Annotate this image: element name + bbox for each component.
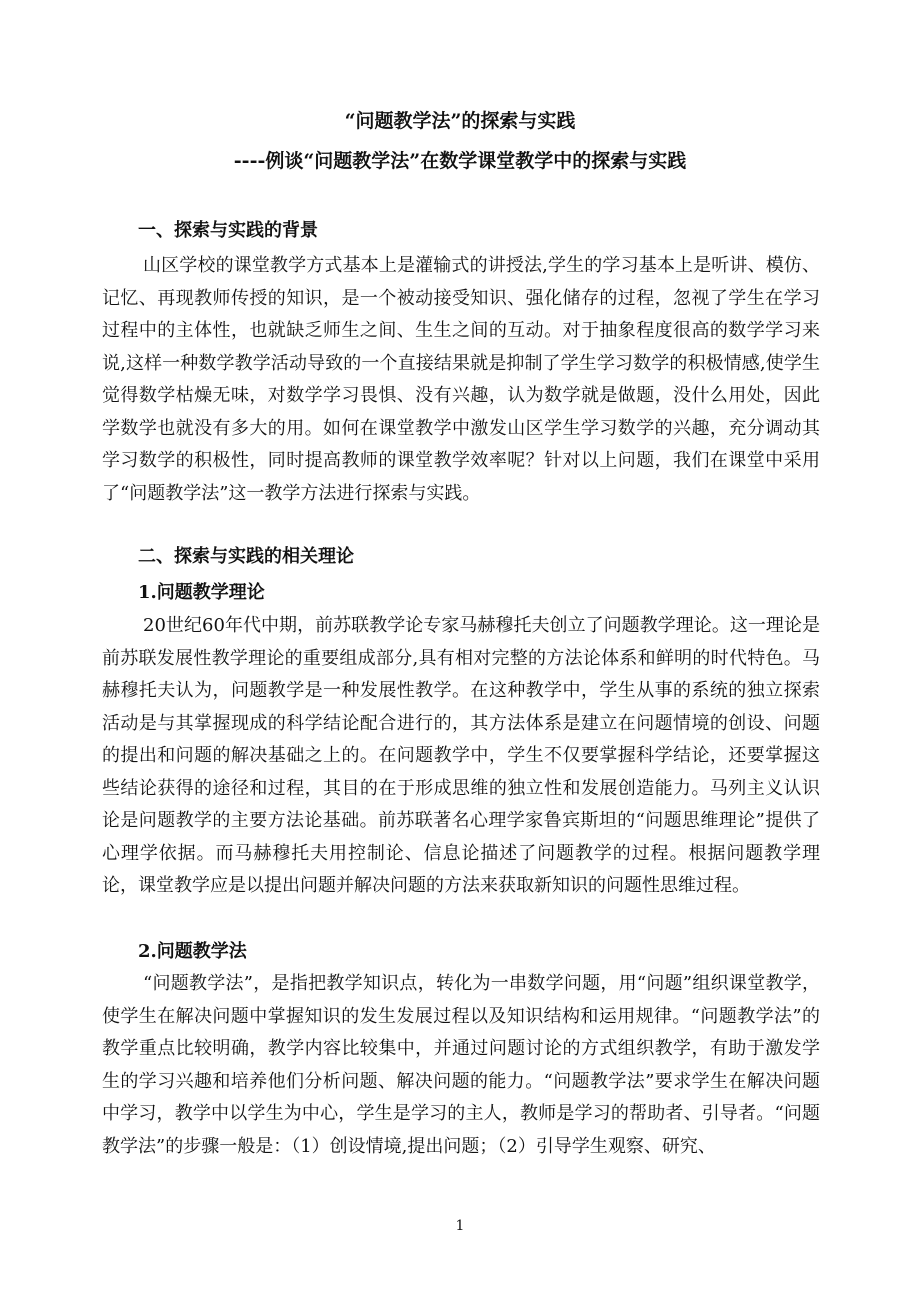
paragraph-problem-teaching-method: “问题教学法”，是指把教学知识点，转化为一串数学问题，用“问题”组织课堂教学，使学生在解决问题中掌握知识的发生发展过程以及知识结构和运用规律。“问题教学法”的教学重点比较明确，教学内容比较集中，并通过问题讨论的方式组织教学，有助于激发学生的学习兴趣和培养他们分析问题、解决问题的能力。“问题教学法”要求学生在解决问题中学习，教学中以学生为中心，学生是学习的主人，教师是学习的帮助者、引导者。“问题教学法”的步骤一般是：（1）创设情境,提出问题；（2）引导学生观察、研究、 xyxy=(102,973,820,1157)
page-number: 1 xyxy=(455,1218,465,1234)
document-subtitle: ----例谈“问题教学法”在数学课堂教学中的探索与实践 xyxy=(233,150,687,172)
document-title: “问题教学法”的探索与实践 xyxy=(344,110,576,132)
subsection-heading-problem-teaching-method: 2.问题教学法 xyxy=(138,941,247,962)
section-heading-background: 一、探索与实践的背景 xyxy=(138,220,318,241)
paragraph-problem-teaching-theory: 20世纪60年代中期，前苏联教学论专家马赫穆托夫创立了问题教学理论。这一理论是前苏联发展性教学理论的重要组成部分,具有相对完整的方法论体系和鲜明的时代特色。马赫穆托夫认为，问题教学是一种发展性教学。在这种教学中，学生从事的系统的独立探索活动是与其掌握现成的科学结论配合进行的，其方法体系是建立在问题情境的创设、问题的提出和问题的解决基础之上的。在问题教学中，学生不仅要掌握科学结论，还要掌握这些结论获得的途径和过程，其目的在于形成思维的独立性和发展创造能力。马列主义认识论是问题教学的主要方法论基础。前苏联著名心理学家鲁宾斯坦的“问题思维理论”提供了心理学依据。而马赫穆托夫用控制论、信息论描述了问题教学的过程。根据问题教学理论，课堂教学应是以提出问题并解决问题的方法来获取新知识的问题性思维过程。 xyxy=(102,615,820,896)
paragraph-background: 山区学校的课堂教学方式基本上是灌输式的讲授法,学生的学习基本上是听讲、模仿、记忆、再现教师传授的知识，是一个被动接受知识、强化储存的过程，忽视了学生在学习过程中的主体性，也就缺乏师生之间、生生之间的互动。对于抽象程度很高的数学学习来说,这样一种数学教学活动导致的一个直接结果就是抑制了学生学习数学的积极情感,使学生觉得数学枯燥无味，对数学学习畏惧、没有兴趣，认为数学就是做题，没什么用处，因此学数学也就没有多大的用。如何在课堂教学中激发山区学生学习数学的兴趣，充分调动其学习数学的积极性，同时提高教师的课堂教学效率呢？针对以上问题，我们在课堂中采用了“问题教学法”这一教学方法进行探索与实践。 xyxy=(102,255,820,504)
subsection-heading-problem-teaching-theory: 1.问题教学理论 xyxy=(138,582,265,603)
section-heading-theory: 二、探索与实践的相关理论 xyxy=(138,546,354,567)
